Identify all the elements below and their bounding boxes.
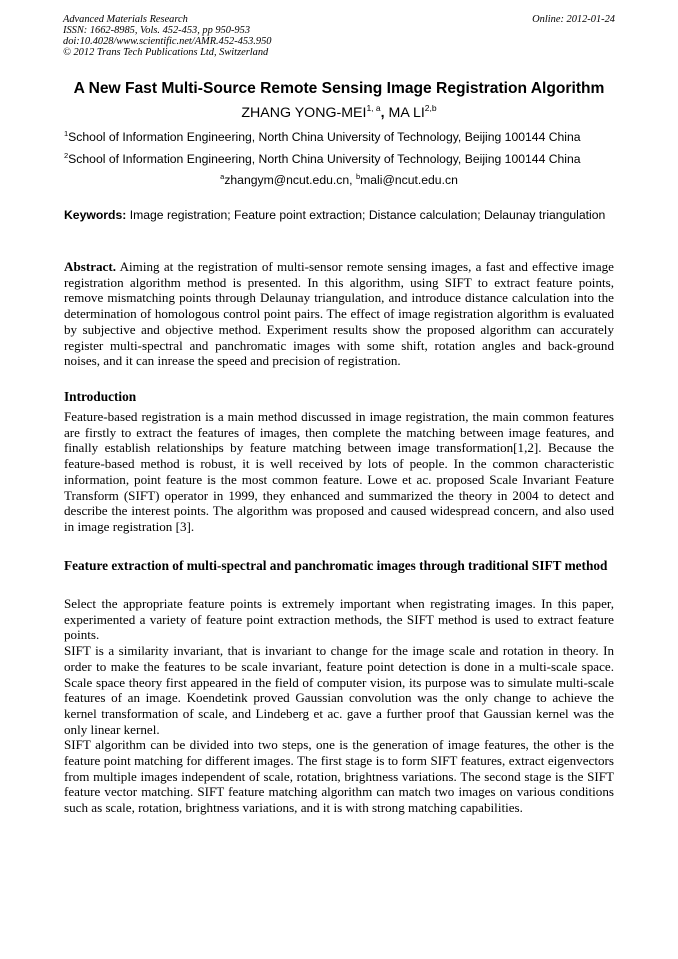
- doi-line: doi:10.4028/www.scientific.net/AMR.452-453.950: [63, 36, 272, 47]
- affiliation-1-text: School of Information Engineering, North China University of Technology, Beijing 100144 China: [68, 130, 581, 144]
- email-line: [40, 173, 638, 188]
- keywords-block: [64, 208, 614, 224]
- introduction-paragraph: Feature-based registration is a main method discussed in image registration, the main common features are firstly to extract the features of images, then complete the matching between image features, and finally establish relationships by feature matching between image transformation[1,2]. Because the feature-based method is robust, it is well received by lots of people. In the common characteristic information, point feature is the most common feature. Lowe et ac. proposed Scale Invariant Feature Transform (SIFT) operator in 1999, they enhanced and summarized the theory in 2004 to detect and describe the interest points. The algorithm was proposed and caused widespread concern, and also used in image registration [3].: [64, 409, 614, 534]
- affiliation-1-mark: 1: [64, 129, 69, 138]
- section-2-body: [64, 596, 614, 816]
- email-b: mali@ncut.edu.cn: [360, 173, 458, 187]
- author-2-name: MA LI: [384, 105, 425, 121]
- abstract-block: [64, 259, 614, 369]
- author-separator: ,: [380, 105, 385, 121]
- email-a: zhangym@ncut.edu.cn,: [224, 173, 356, 187]
- affiliation-2: [64, 152, 624, 167]
- paper-title: A New Fast Multi-Source Remote Sensing Image Registration Algorithm: [73, 80, 605, 97]
- copyright-line: © 2012 Trans Tech Publications Ltd, Switzerland: [63, 47, 269, 58]
- section-2-heading: Feature extraction of multi-spectral and panchromatic images through traditional SIFT method: [64, 558, 608, 573]
- journal-header: [63, 14, 615, 58]
- author-line: [40, 103, 638, 123]
- affiliation-2-mark: 2: [64, 151, 69, 160]
- keywords-text: Image registration; Feature point extraction; Distance calculation; Delaunay triangulation: [126, 208, 606, 222]
- section-2-paragraph-2: SIFT is a similarity invariant, that is invariant to change for the image scale and rotation in theory. In order to make the features to be scale invariant, feature point detection is done in a multi-scale space. Scale space theory first appeared in the field of computer vision, its purpose was to simulate multi-scale features of an image. Koendetink proved Gaussian convolution was the only change to achieve the kernel transformation of scale, and Lindeberg et ac. gave a further proof that Gaussian kernel was the only linear kernel.: [64, 643, 614, 737]
- section-2-paragraph-1: Select the appropriate feature points is extremely important when registrating images. In this paper, experimented a variety of feature point extraction methods, the SIFT method is used to extract feature points.: [64, 596, 614, 643]
- abstract-text: Aiming at the registration of multi-sensor remote sensing images, a fast and effective image registration algorithm method is presented. In this algorithm, using SIFT to extract feature points, remove mismatching points through Delaunay triangulation, and introduce distance calculation into the determination of homologous control point pairs. The effect of image registration algorithm is evaluated by subjective and objective method. Experiment results show the proposed algorithm can accurately register multi-spectral and panchromatic images with some shift, rotation angles and back-ground noises, and it can inrease the speed and precision of registration.: [64, 259, 614, 369]
- author-1-name: ZHANG YONG-MEI: [241, 105, 367, 121]
- journal-name: Advanced Materials Research: [63, 14, 188, 25]
- keywords-label: Keywords:: [64, 208, 127, 222]
- email-a-mark: a: [220, 172, 225, 181]
- author-1-affiliation-mark: 1, a: [366, 103, 381, 113]
- affiliation-2-text: School of Information Engineering, North China University of Technology, Beijing 100144 China: [68, 152, 581, 166]
- introduction-heading: Introduction: [64, 389, 137, 404]
- issn-line: ISSN: 1662-8985, Vols. 452-453, pp 950-953: [63, 25, 251, 36]
- author-2-affiliation-mark: 2,b: [424, 103, 437, 113]
- abstract-label: Abstract.: [64, 259, 116, 274]
- section-2-paragraph-3: SIFT algorithm can be divided into two steps, one is the generation of image features, the other is the feature point matching for different images. The first stage is to form SIFT features, extract eigenvectors from multiple images independent of scale, rotation, brightness variations. The second stage is the SIFT feature vector matching. SIFT feature matching algorithm can match two images on various conditions such as scale, rotation, brightness variations, and it is with strong matching capabilities.: [64, 737, 614, 816]
- online-date: Online: 2012-01-24: [532, 14, 615, 25]
- introduction-body: [64, 409, 614, 535]
- email-b-mark: b: [355, 172, 361, 181]
- affiliation-1: [64, 130, 624, 145]
